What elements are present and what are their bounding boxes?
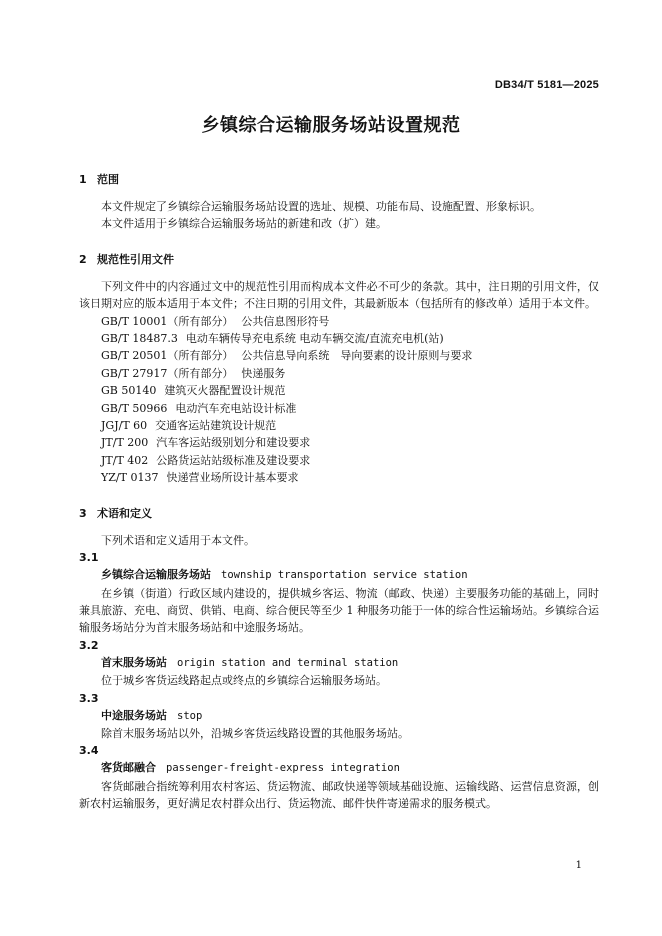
reference-code: YZ/T 0137 — [101, 471, 159, 485]
reference-code: GB/T 50966 — [101, 401, 168, 415]
section-title: 范围 — [97, 173, 119, 186]
page-number: 1 — [575, 860, 582, 871]
reference-title: 公共信息图形符号 — [241, 314, 330, 328]
term-heading — [79, 759, 599, 777]
section-number: 1 — [79, 173, 87, 186]
term-heading — [79, 654, 599, 672]
reference-item — [79, 347, 599, 364]
reference-code: JGJ/T 60 — [101, 419, 148, 433]
term-number: 3.2 — [79, 638, 99, 652]
reference-title: 快递服务 — [241, 366, 286, 380]
term-english: township transportation service station — [221, 569, 468, 582]
reference-item — [79, 330, 599, 347]
reference-item — [79, 382, 599, 399]
term-number: 3.3 — [79, 691, 99, 705]
term-chinese: 客货邮融合 — [101, 761, 156, 775]
section-title: 术语和定义 — [97, 506, 152, 520]
term-definition: 在乡镇（街道）行政区域内建设的，提供城乡客运、物流（邮政、快递）主要服务功能的基础上，同时兼具旅游、充电、商贸、供销、电商、综合便民等至少 1 种服务功能于一体的综合性运输场站。乡镇综合运输服务场站分为首末服务场站和中途服务场站。 — [79, 586, 599, 635]
term-english: passenger-freight-express integration — [166, 762, 400, 775]
term-definition: 位于城乡客货运线路起点或终点的乡镇综合运输服务场站。 — [101, 674, 387, 688]
section-number: 2 — [79, 252, 87, 266]
term-chinese: 中途服务场站 — [101, 708, 167, 722]
reference-item — [79, 365, 599, 382]
term-chinese: 乡镇综合运输服务场站 — [101, 568, 211, 582]
reference-title: 公路货运站站级标准及建设要求 — [156, 453, 311, 467]
reference-code: JT/T 200 — [101, 436, 149, 450]
reference-title: 公共信息导向系统 导向要素的设计原则与要求 — [241, 349, 473, 363]
section-number: 3 — [79, 506, 87, 520]
reference-code: GB/T 10001（所有部分） — [101, 314, 234, 328]
document-body — [79, 171, 599, 813]
reference-item — [79, 469, 599, 486]
section-heading-scope — [79, 171, 599, 188]
reference-item — [79, 434, 599, 451]
reference-item — [79, 452, 599, 469]
reference-title: 建筑灭火器配置设计规范 — [164, 384, 286, 398]
reference-item — [79, 417, 599, 434]
paragraph: 本文件适用于乡镇综合运输服务场站的新建和改（扩）建。 — [101, 217, 387, 231]
reference-item — [79, 400, 599, 417]
reference-title: 快递营业场所设计基本要求 — [166, 471, 299, 485]
term-heading — [79, 707, 599, 725]
reference-title: 汽车客运站级别划分和建设要求 — [156, 436, 311, 450]
term-definition: 除首末服务场站以外，沿城乡客货运线路设置的其他服务场站。 — [101, 726, 409, 740]
reference-title: 交通客运站建筑设计规范 — [155, 419, 277, 433]
reference-item — [79, 313, 599, 330]
reference-code: GB/T 18487.3 — [101, 332, 178, 346]
term-chinese: 首末服务场站 — [101, 655, 167, 669]
paragraph: 下列术语和定义适用于本文件。 — [101, 533, 255, 547]
reference-code: JT/T 402 — [101, 453, 149, 467]
paragraph: 本文件规定了乡镇综合运输服务场站设置的选址、规模、功能布局、设施配置、形象标识。 — [101, 200, 541, 213]
paragraph: 下列文件中的内容通过文中的规范性引用而构成本文件必不可少的条款。其中，注日期的引用文件，仅该日期对应的版本适用于本文件；不注日期的引用文件，其最新版本（包括所有的修改单）适用于本文件。 — [79, 279, 599, 311]
term-definition: 客货邮融合指统筹利用农村客运、货运物流、邮政快递等领域基础设施、运输线路、运营信息资源，创新农村运输服务，更好满足农村群众出行、货运物流、邮件快件寄递需求的服务模式。 — [79, 779, 599, 811]
reference-title: 电动车辆传导充电系统 电动车辆交流/直流充电机(站) — [185, 332, 444, 346]
reference-code: GB 50140 — [101, 384, 157, 398]
reference-code: GB/T 27917（所有部分） — [101, 366, 234, 380]
term-english: stop — [177, 709, 203, 722]
term-number: 3.1 — [79, 551, 99, 565]
section-heading-normative-refs — [79, 251, 599, 268]
term-heading — [79, 566, 599, 584]
reference-code: GB/T 20501（所有部分） — [101, 349, 234, 363]
term-number: 3.4 — [79, 744, 99, 758]
standard-code: DB34/T 5181—2025 — [494, 79, 599, 91]
section-heading-terms — [79, 505, 599, 522]
document-title: 乡镇综合运输服务场站设置规范 — [201, 115, 461, 136]
reference-title: 电动汽车充电站设计标准 — [175, 401, 297, 415]
section-title: 规范性引用文件 — [97, 252, 174, 266]
term-english: origin station and terminal station — [177, 656, 399, 669]
